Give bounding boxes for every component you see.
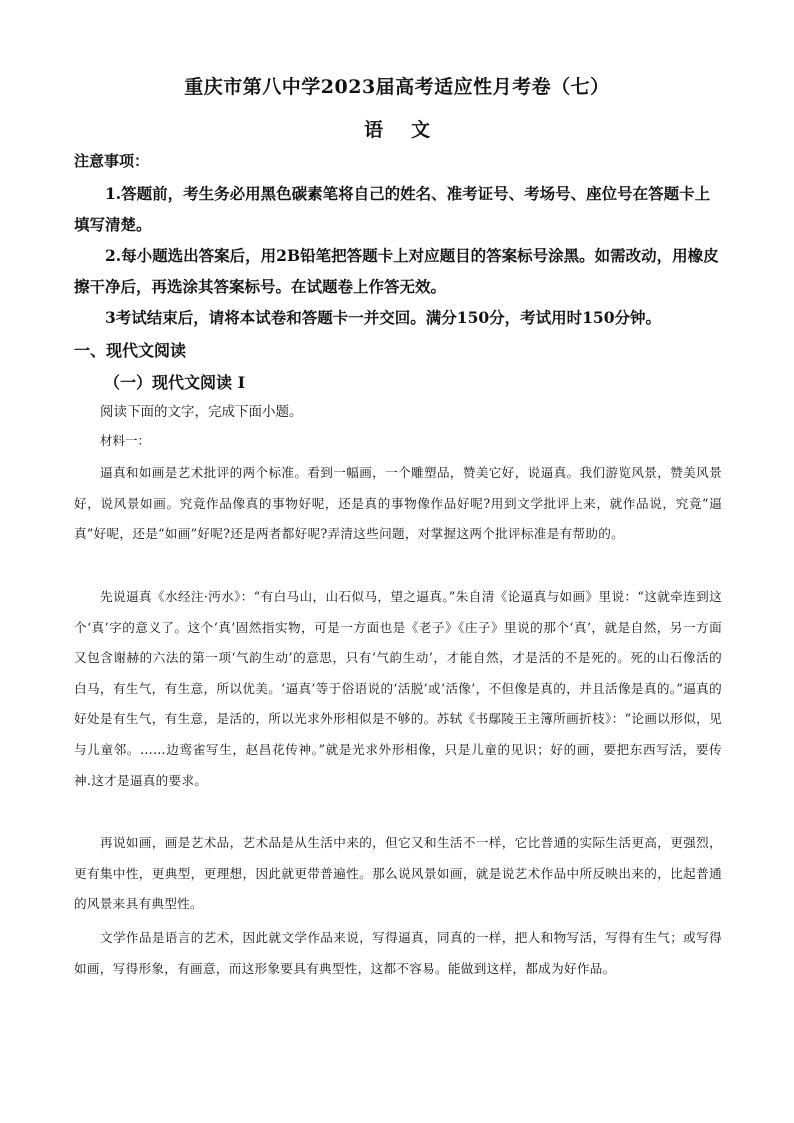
- exam-title: 重庆市第八中学2023届高考适应性月考卷（七）: [184, 76, 610, 98]
- paragraph: 再说如画，画是艺术品，艺术品是从生活中来的，但它又和生活不一样，它比普通的实际生活更高，更强烈，更有集中性，更典型，更理想，因此就更带普遍性。那么说风景如画，就是说艺术作品中所反映出来的，比起普通的风景来具有典型性。: [74, 835, 722, 912]
- notice-heading: 注意事项：: [74, 152, 150, 170]
- notice-item-1: 1.答题前，考生务必用黑色碳素笔将自己的姓名、准考证号、考场号、座位号在答题卡上填写清楚。: [74, 184, 711, 234]
- notice-item-2: 2.每小题选出答案后，用2B铅笔把答题卡上对应题目的答案标号涂黑。如需改动，用橡皮擦干净后，再选涂其答案标号。在试题卷上作答无效。: [74, 246, 719, 296]
- paragraph: 先说逼真《水经注·沔水》：“有白马山，山石似马，望之逼真。”朱自清《论逼真与如画》里说：“这就牵连到这个‘真’字的意义了。这个‘真’固然指实物，可是一方面也是《老子》《庄子》里说的那个‘真’，就是自然，另一方面又包含谢赫的六法的第一项‘气韵生动’的意思，只有‘气韵生动’，才能自然，才是活的不是死的。死的山石像活的白马，有生气，有生意，所以优美。‘逼真’等于俗语说的‘活脱’或‘活像’，不但像是真的，并且活像是真的。”逼真的好处是有生气，有生意，是活的，所以光求外形相似是不够的。苏轼《书鄢陵王主簿所画折枝》：“论画以形似，见与儿童邻。……边鸾雀写生，赵昌花传神。”就是光求外形相像，只是儿童的见识；好的画，要把东西写活，要传神.这才是逼真的要求。: [74, 589, 722, 788]
- subject-heading: 语文: [363, 119, 458, 141]
- material-label: 材料一：: [100, 433, 151, 448]
- subsection-heading: （一）现代文阅读 I: [104, 373, 246, 392]
- section-heading: 一、现代文阅读: [74, 341, 187, 360]
- paragraph: 逼真和如画是艺术批评的两个标准。看到一幅画，一个雕塑品，赞美它好，说逼真。我们游览风景，赞美风景好，说风景如画。究竟作品像真的事物好呢，还是真的事物像作品好呢?用到文学批评上来，就作品说，究竟“逼真”好呢，还是“如画”好呢?还是两者都好呢?弄清这些问题，对掌握这两个批评标准是有帮助的。: [74, 465, 722, 542]
- notice-item-3: 3考试结束后，请将本试卷和答题卡一并交回。满分150分，考试用时150分钟。: [105, 308, 661, 327]
- reading-instruction: 阅读下面的文字，完成下面小题。: [100, 404, 303, 420]
- paragraph: 文学作品是语言的艺术，因此就文学作品来说，写得逼真，同真的一样，把人和物写活，写得有生气；或写得如画，写得形象，有画意，而这形象要具有典型性，这都不容易。能做到这样，都成为好作品。: [74, 930, 722, 976]
